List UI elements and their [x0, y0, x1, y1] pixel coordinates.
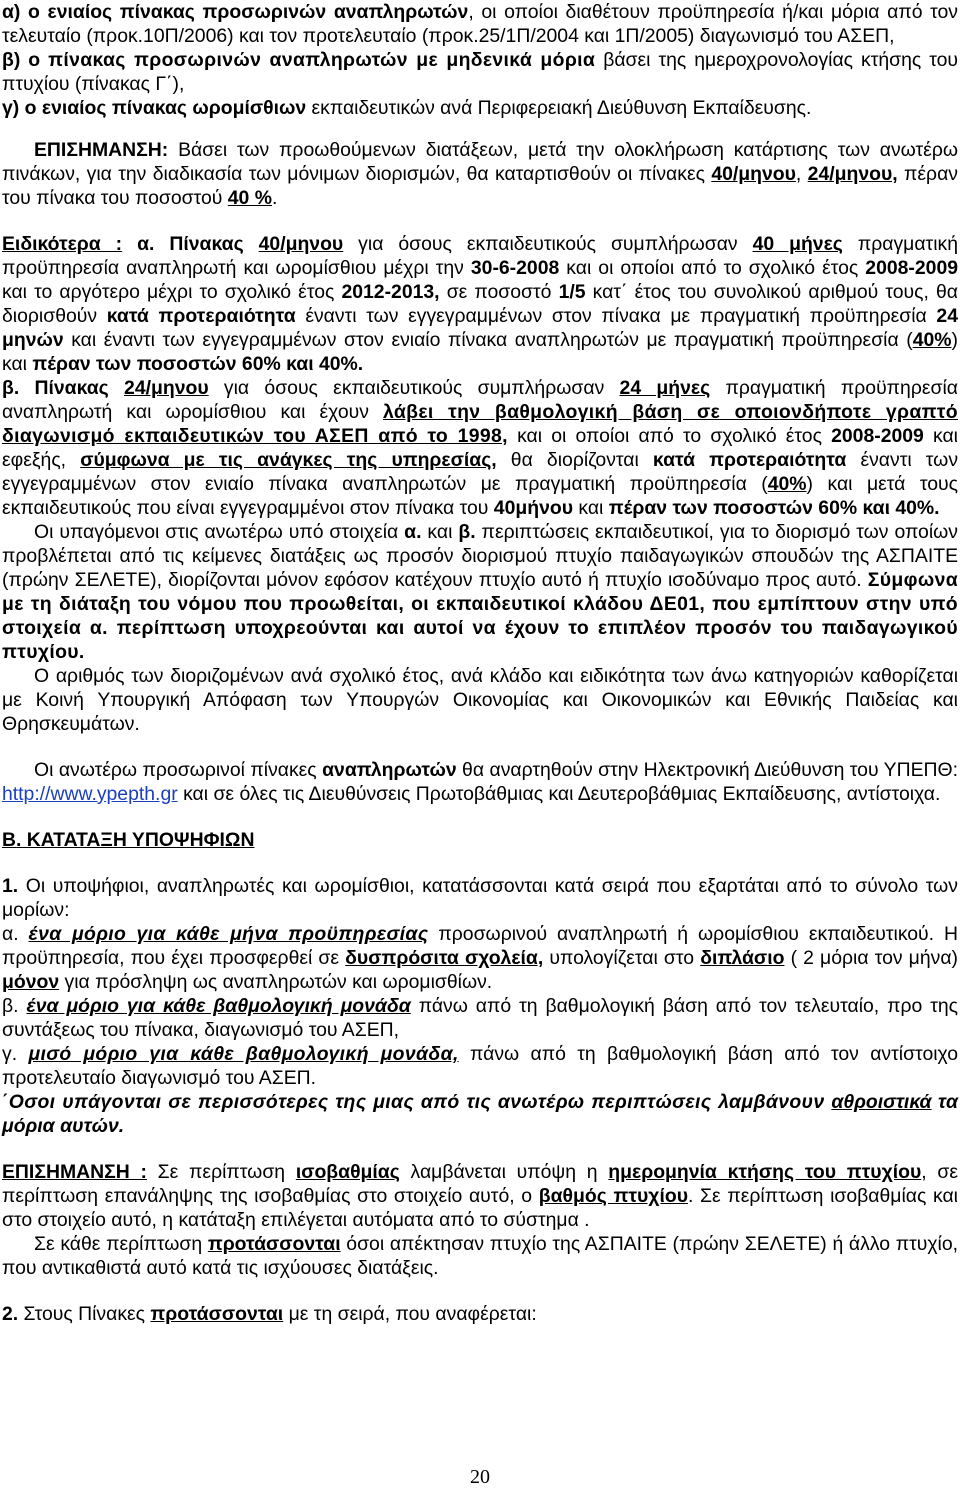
text: και οι οποίοι από το σχολικό έτος: [559, 257, 866, 279]
text: όσοι απέκτησαν πτυχίο της ΑΣΠΑΙΤΕ (πρώην ΣΕΛΕΤΕ) ή άλλο πτυχίο, που αντικαθιστά αυτό κατά τις ισχύουσες διατάξεις.: [2, 1233, 959, 1279]
bold-underlined: σύμφωνα με τις ανάγκες της υπηρεσίας,: [80, 449, 497, 471]
text: θα διορίζονται: [496, 449, 653, 471]
text: και εφεξής,: [2, 425, 958, 471]
text: ( 2 μόρια τον μήνα): [784, 947, 959, 969]
text: ) και: [2, 329, 958, 375]
text: υπολογίζεται στο: [543, 947, 701, 969]
text: Βάσει των προωθούμενων διατάξεων, μετά την ολοκλήρωση κατάρτισης των ανωτέρω πινάκων, για την διαδικασία των μόνιμων διορισμών, θα καταρτισθούν οι πίνακες: [2, 139, 958, 185]
bold-underlined: 40%: [912, 329, 952, 351]
bold-text: 1/5: [558, 281, 586, 303]
text: πάνω από τη βαθμολογική βάση από τον τελευταίο, πρo της συντάξεως του πίνακα, διαγωνισμό του ΑΣΕΠ,: [2, 995, 958, 1041]
bold-italic-underlined: ένα μόριο για κάθε μήνα προϋπηρεσίας: [28, 923, 429, 945]
bold-underlined: 24/μηνου: [124, 377, 209, 399]
bold-underlined: διπλάσιο: [700, 947, 785, 969]
bold-italic: τα μόρια αυτών.: [2, 1091, 958, 1137]
bold-underlined: προτάσσονται: [207, 1233, 341, 1255]
text: και έναντι των εγγεγραμμένων στον ενιαίο πίνακα αναπληρωτών με πραγματική προϋπηρεσία (: [63, 329, 913, 351]
ranking-item-a: [2, 922, 958, 994]
bold-underlined: λάβει την βαθμολογική βάση σε οποιονδήποτε γραπτό διαγωνισμό εκπαιδευτικών του ΑΣΕΠ από το 1998,: [2, 401, 958, 447]
bold-text: αναπληρωτών: [322, 759, 457, 781]
section-b-heading: Β. ΚΑΤΑΤΑΞΗ ΥΠΟΨΗΦΙΩΝ: [2, 829, 255, 851]
text: ,: [795, 163, 808, 185]
item-number: 2.: [2, 1303, 19, 1325]
bold-underlined: 24 μήνες: [619, 377, 711, 399]
bold-text: 2008-2009: [865, 257, 959, 279]
item-number: 1.: [2, 875, 19, 897]
text: με τη σειρά, που αναφέρεται:: [283, 1303, 537, 1325]
item-label: β. Πίνακας: [2, 377, 125, 399]
bold-underlined: ισοβαθμίας: [295, 1161, 400, 1183]
bold-underlined: ημερομηνία κτήσης του πτυχίου: [608, 1161, 922, 1183]
posting-paragraph: [2, 758, 958, 806]
text: και οι οποίοι από το σχολικό έτος: [507, 425, 832, 447]
bold-text: β.: [458, 521, 476, 543]
bold-italic-underlined: ένα μόριο για κάθε βαθμολογική μονάδα: [26, 995, 411, 1017]
bold-text: κατά προτεραιότητα: [106, 305, 296, 327]
bold-underlined: μόνον: [2, 971, 60, 993]
cumulative-paragraph: [2, 1090, 958, 1138]
bold-italic-underlined: μισό μόριο για κάθε βαθμολογική μονάδα,: [28, 1043, 459, 1065]
bold-text: ενιαίος πίνακας προσωρινών αναπληρωτών: [47, 1, 469, 23]
bold-text: α.: [404, 521, 422, 543]
text: πέραν του πίνακα του ποσοστού: [2, 163, 958, 209]
text: Οι ανωτέρω προσωρινοί πίνακες: [34, 759, 323, 781]
text: για όσους εκπαιδευτικούς συμπλήρωσαν: [343, 233, 753, 255]
bold-text: 40μήνου: [493, 497, 573, 519]
page-number: 20: [470, 1466, 490, 1488]
note2-paragraph: [2, 1160, 958, 1232]
text: Σε περίπτωση: [146, 1161, 296, 1183]
bold-text: Σύμφωνα με τη διάταξη του νόμου που προωθείται, οι εκπαιδευτικοί κλάδου ΔΕ01, που εμπίπτουν στην υπό στοιχεία α. περίπτωση υποχρεούνται και αυτοί να έχουν το επιπλέον προσόν του παιδαγωγικού πτυχίου.: [2, 569, 958, 663]
bold-underlined: δυσπρόσιτα σχολεία,: [345, 947, 544, 969]
bold-text: 30-6-2008: [470, 257, 560, 279]
paragraph-c: [2, 96, 958, 120]
item2-paragraph: [2, 1302, 958, 1326]
bold-text: ενιαίος πίνακας ωρομίσθιων: [41, 97, 307, 119]
text: βάσει της ημεροχρονολογίας κτήσης του πτυχίου (πίνακας Γ΄),: [2, 49, 959, 95]
text: θα αναρτηθούν στην Ηλεκτρονική Διεύθυνση του ΥΠΕΠΘ:: [456, 759, 959, 781]
text: έναντι των εγγεγραμμένων στον πίνακα με πραγματική προϋπηρεσία: [295, 305, 937, 327]
ranking-paragraph: [2, 874, 958, 922]
bold-text: πίνακας προσωρινών αναπληρωτών με μηδενικά μόρια: [48, 49, 596, 71]
text: προσωρινού αναπληρωτή ή ωρομίσθιου εκπαιδευτικού. Η προϋπηρεσία, που έχει προσφερθεί σε: [2, 923, 958, 969]
label-b: β) ο: [2, 49, 41, 71]
ranking-item-b: [2, 994, 958, 1042]
paragraph-a: [2, 0, 958, 48]
aspaite-paragraph: [2, 520, 958, 664]
text: για πρόσληψη ως αναπληρωτών και ωρομισθίων.: [59, 971, 493, 993]
bold-text: 2008-2009: [831, 425, 924, 447]
ranking-item-c: [2, 1042, 958, 1090]
item-label: β.: [2, 995, 27, 1017]
text: . Σε περίπτωση ισοβαθμίας και στο στοιχείο αυτό, η κατάταξη επιλέγεται αυτόματα από το σύστημα .: [2, 1185, 958, 1231]
bold-text: 24 μηνών: [2, 305, 958, 351]
bold-underlined: 24/μηνου,: [807, 163, 898, 185]
text: εκπαιδευτικών ανά Περιφερειακή Διεύθυνση Εκπαίδευσης.: [306, 97, 812, 119]
note-label: ΕΠΙΣΗΜΑΝΣΗ :: [2, 1161, 147, 1183]
number-paragraph: Ο αριθμός των διοριζομένων ανά σχολικό έτος, ανά κλάδο και ειδικότητα των άνω κατηγοριών καθορίζεται με Κοινή Υπουργική Απόφαση των Υπουργών Οικονομίας και Οικονομικών και Εθνικής Παιδείας και Θρησκευμάτων.: [2, 665, 958, 735]
text: κατ΄ έτος του συνολικού αριθμού τους, θα διορισθούν: [2, 281, 958, 327]
text: λαμβάνεται υπόψη η: [399, 1161, 609, 1183]
bold-underlined: 40/μηνου: [711, 163, 796, 185]
text: πραγματική προϋπηρεσία αναπληρωτή και ωρομίσθιου μέχρι την: [2, 233, 959, 279]
bold-italic-underlined: αθροιστικά: [831, 1091, 932, 1113]
text: Οι υπαγόμενοι στις ανωτέρω υπό στοιχεία: [34, 521, 405, 543]
specifically-paragraph: [2, 232, 958, 376]
text: Σε κάθε περίπτωση: [34, 1233, 208, 1255]
note-paragraph: [2, 138, 958, 210]
item-label: α. Πίνακας: [122, 233, 259, 255]
ypepth-link[interactable]: http://www.ypepth.gr: [2, 783, 178, 805]
section-label: Ειδικότερα :: [2, 233, 123, 255]
beta-paragraph: [2, 376, 958, 520]
bold-text: 2012-2013,: [341, 281, 440, 303]
text: για όσους εκπαιδευτικούς συμπλήρωσαν: [208, 377, 620, 399]
text: και το αργότερο μέχρι το σχολικό έτος: [2, 281, 342, 303]
note-label: ΕΠΙΣΗΜΑΝΣΗ:: [34, 139, 169, 161]
item-label: α.: [2, 923, 29, 945]
bold-underlined: βαθμός πτυχίου: [538, 1185, 688, 1207]
bold-underlined: 40%: [767, 473, 807, 495]
text: , σε περίπτωση επανάληψης της ισοβαθμίας στο στοιχείο αυτό, ο: [2, 1161, 958, 1207]
bold-text: κατά προτεραιότητα: [652, 449, 847, 471]
bold-underlined: 40 μήνες: [752, 233, 843, 255]
text: περιπτώσεις εκπαιδευτικοί, για το διορισμό των οποίων προβλέπεται από τις κείμενες διατάξεις ως προσόν διορισμού πτυχίο παιδαγωγικών σπουδών της ΑΣΠΑΙΤΕ (πρώην ΣΕΛΕΤΕ), διορίζονται μόνον εφόσον κατέχουν πτυχίο αυτό ή πτυχίο ισοδύναμο προς αυτό.: [2, 521, 958, 591]
bold-underlined: προτάσσονται: [150, 1303, 284, 1325]
label-c: γ) ο: [2, 97, 37, 119]
text: .: [271, 187, 278, 209]
text: έναντι των εγγεγραμμένων στον ενιαίο πίνακα αναπληρωτών με πραγματική προϋπηρεσία (: [2, 449, 959, 495]
text: και: [421, 521, 459, 543]
bold-text: πέραν των ποσοστών 60% και 40%.: [608, 497, 940, 519]
text: και σε όλες τις Διευθύνσεις Πρωτοβάθμιας και Δευτεροβάθμιας Εκπαίδευσης, αντίστοιχα.: [177, 783, 941, 805]
text: πραγματική προϋπηρεσία αναπληρωτή και ωρομίσθιου και έχουν: [2, 377, 958, 423]
bold-underlined: 40/μηνου: [258, 233, 344, 255]
paragraph-b: [2, 48, 958, 96]
item-label: γ.: [2, 1043, 29, 1065]
document-page: [2, 0, 958, 1326]
text: πάνω από τη βαθμολογική βάση από τον αντίστοιχο προτελευταίο διαγωνισμό του ΑΣΕΠ.: [2, 1043, 958, 1089]
bold-underlined: 40 %: [227, 187, 272, 209]
bold-italic: ΄Οσοι υπάγονται σε περισσότερες της μιας από τις ανωτέρω περιπτώσεις λαμβάνουν: [2, 1091, 832, 1113]
bold-text: πέραν των ποσοστών 60% και 40%.: [32, 353, 364, 375]
text: και: [573, 497, 609, 519]
text: Οι υποψήφιοι, αναπληρωτές και ωρομίσθιοι, κατατάσσονται κατά σειρά που εξαρτάται από το σύνολο των μορίων:: [2, 875, 958, 921]
text: Στους Πίνακες: [18, 1303, 151, 1325]
aspaite2-paragraph: [2, 1232, 958, 1280]
label-a: α) ο: [2, 1, 40, 23]
text: ) και μετά τους εκπαιδευτικούς που είναι εγγεγραμμένοι στον πίνακα του: [2, 473, 958, 519]
text: σε ποσοστό: [439, 281, 559, 303]
text: , οι οποίοι διαθέτουν προϋπηρεσία ή/και μόρια από τον τελευταίο (προκ.10Π/2006) και τον προτελευταίο (προκ.25/1Π/2004 και 1Π/2005) διαγωνισμό του ΑΣΕΠ,: [2, 1, 958, 47]
